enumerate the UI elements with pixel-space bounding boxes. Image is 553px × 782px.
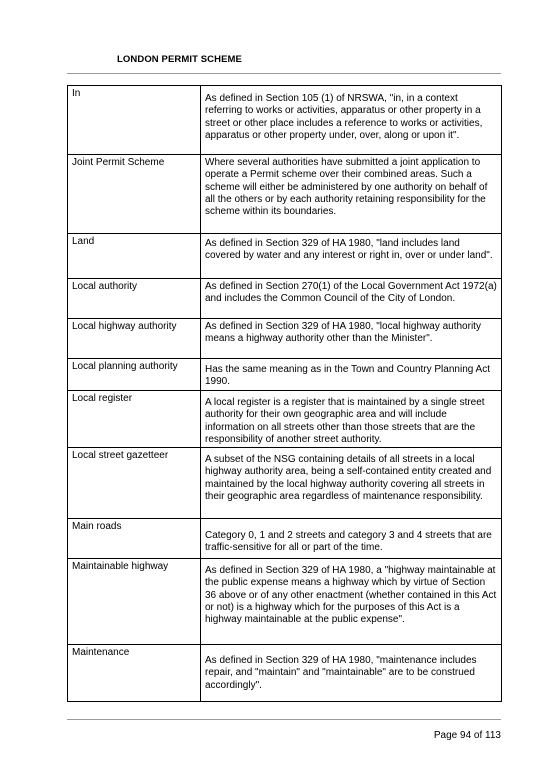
definitions-table bbox=[67, 85, 502, 702]
definition-text-content: A local register is a register that is maintained by a single street authority for their own geographic area and will include information on all streets other than those streets that are the responsibility of another street authority. bbox=[205, 397, 485, 445]
definition-text-content: As defined in Section 105 (1) of NRSWA, "in, in a context referring to works or activities, apparatus or other property in a street or other place includes a reference to works or activities, apparatus or other property under, over, along or upon it". bbox=[205, 93, 483, 141]
definition-text-content: As defined in Section 329 of HA 1980, "land includes land covered by water and any interest or right in, over or under land". bbox=[205, 238, 493, 262]
table-row bbox=[68, 86, 502, 155]
definition-text-content: As defined in Section 329 of HA 1980, a "highway maintainable at the public expense means a highway which by virtue of Section 36 above or of any other enactment (whether contained in this Act or not) is a highway which for the purposes of this Act is a highway maintainable at the public expense". bbox=[205, 565, 497, 626]
definition-text bbox=[201, 86, 502, 155]
definition-term: Main roads bbox=[68, 519, 201, 559]
definition-term: Land bbox=[68, 234, 201, 279]
running-header-title: LONDON PERMIT SCHEME bbox=[117, 54, 242, 65]
definition-text bbox=[201, 645, 502, 702]
definition-text-content: A subset of the NSG containing details of all streets in a local highway authority area, being a self-contained entity created and maintained by the local highway authority covering all streets in their geographic area regardless of maintenance responsibility. bbox=[205, 454, 492, 503]
table-row bbox=[68, 155, 502, 234]
definition-text bbox=[201, 234, 502, 279]
definition-text bbox=[201, 559, 502, 645]
table-row bbox=[68, 359, 502, 391]
page-number: Page 94 of 113 bbox=[433, 730, 501, 741]
header-rule bbox=[67, 73, 501, 74]
table-row bbox=[68, 234, 502, 279]
table-row bbox=[68, 448, 502, 519]
definition-term: Joint Permit Scheme bbox=[68, 155, 201, 234]
table-row bbox=[68, 319, 502, 359]
definition-term: Local street gazetteer bbox=[68, 448, 201, 519]
definition-term: Maintainable highway bbox=[68, 559, 201, 645]
definition-text-content: As defined in Section 329 of HA 1980, "maintenance includes repair, and "maintain" and "maintainable" are to be construed accordingly". bbox=[205, 655, 477, 691]
definition-text: Where several authorities have submitted a joint application to operate a Permit scheme over their combined areas. Such a scheme will either be administered by one authority on behalf of all the others or by each authority retaining responsibility for the scheme within its boundaries. bbox=[201, 155, 502, 234]
definition-text bbox=[201, 359, 502, 391]
definition-text bbox=[201, 391, 502, 448]
definition-term: Local authority bbox=[68, 279, 201, 319]
table-row bbox=[68, 645, 502, 702]
table-row bbox=[68, 559, 502, 645]
definition-text-content: Has the same meaning as in the Town and Country Planning Act 1990. bbox=[205, 364, 490, 388]
footer-rule bbox=[67, 719, 501, 720]
definition-term: Local planning authority bbox=[68, 359, 201, 391]
definition-term: In bbox=[68, 86, 201, 155]
table-row bbox=[68, 391, 502, 448]
definition-term: Maintenance bbox=[68, 645, 201, 702]
definition-text: As defined in Section 329 of HA 1980, "local highway authority means a highway authority other than the Minister". bbox=[201, 319, 502, 359]
definition-text bbox=[201, 519, 502, 559]
definition-text bbox=[201, 448, 502, 519]
definition-term: Local register bbox=[68, 391, 201, 448]
definition-text-content: Category 0, 1 and 2 streets and category 3 and 4 streets that are traffic-sensitive for all or part of the time. bbox=[205, 530, 492, 554]
definition-text: As defined in Section 270(1) of the Local Government Act 1972(a) and includes the Common Council of the City of London. bbox=[201, 279, 502, 319]
definition-term: Local highway authority bbox=[68, 319, 201, 359]
table-row bbox=[68, 279, 502, 319]
table-row bbox=[68, 519, 502, 559]
